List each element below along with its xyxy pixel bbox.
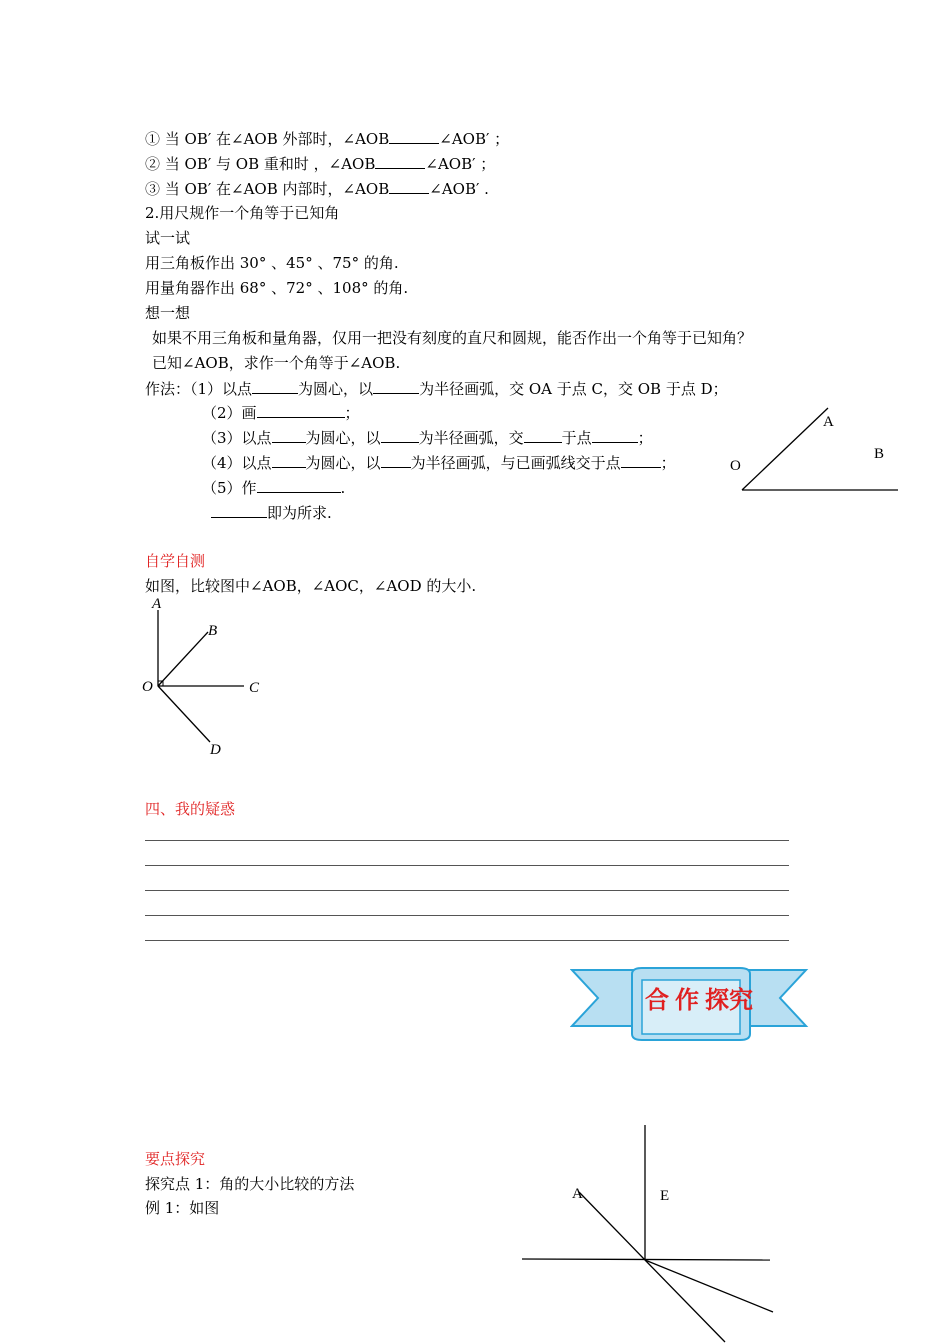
cooperation-banner [570,966,810,1042]
step3-b: 为圆心，以 [305,429,381,447]
label-d: D [210,742,221,758]
label-a: A [572,1186,583,1202]
ray-ob [158,632,208,686]
answer-blank[interactable] [381,452,411,468]
step-5 [202,477,345,498]
key-points-title: 要点探究 [145,1150,206,1168]
construct-heading: 2.用尺规作一个角等于已知角 [145,204,340,222]
try-line-1: 用三角板作出 30° 、45° 、75° 的角. [145,254,399,272]
answer-rule[interactable] [145,890,789,891]
angle-aob-figure [720,400,910,500]
answer-blank[interactable] [389,178,429,194]
answer-blank[interactable] [252,378,298,394]
example-1: 例 1：如图 [145,1199,220,1217]
think-question: 如果不用三角板和量角器，仅用一把没有刻度的直尺和圆规，能否作出一个角等于已知角？ [152,329,753,347]
case3-prefix: ③ 当 OB′ 在∠AOB 内部时，∠AOB [145,180,390,198]
ray-a [579,1192,645,1260]
step1-c: 为半径画弧，交 OA 于点 C，交 OB 于点 D； [419,380,728,398]
banner-ribbon-left [572,970,636,1026]
step2-b: ； [344,404,360,422]
answer-blank[interactable] [272,452,306,468]
answer-blank[interactable] [381,427,419,443]
label-o: O [730,458,741,474]
step3-e: ； [637,429,653,447]
ray-lower-shallow [645,1260,773,1312]
answer-blank[interactable] [592,427,638,443]
step-4 [202,452,676,473]
answer-blank[interactable] [524,427,562,443]
exploration-point-1: 探究点 1：角的大小比较的方法 [145,1175,355,1193]
example-figure [515,1120,785,1344]
step4-a: （4）以点 [202,454,272,472]
case1-prefix: ① 当 OB′ 在∠AOB 外部时，∠AOB [145,130,390,148]
step5-a: （5）作 [202,479,257,497]
step-3 [202,427,653,448]
answer-rule[interactable] [145,865,789,866]
case1-suffix: ∠AOB′ ； [439,130,510,148]
step2-a: （2）画 [202,404,257,422]
answer-blank[interactable] [375,153,425,169]
step-6 [211,502,332,523]
doubts-title: 四、我的疑惑 [145,800,236,818]
think-title: 想一想 [145,304,191,322]
answer-blank[interactable] [272,427,306,443]
ray-lower-steep [645,1260,725,1342]
step3-d: 于点 [561,429,592,447]
case2-suffix: ∠AOB′ ； [425,155,496,173]
step-2 [202,402,360,423]
step6-b: 即为所求. [267,504,332,522]
step-1 [145,378,728,399]
try-title: 试一试 [145,229,191,247]
step3-c: 为半径画弧，交 [418,429,524,447]
case-line-3 [145,178,489,199]
label-o: O [142,679,153,695]
step5-b: . [340,479,346,497]
ray-od [158,686,210,742]
step4-b: 为圆心，以 [305,454,381,472]
answer-blank[interactable] [211,502,267,518]
answer-rule[interactable] [145,840,789,841]
ray-oa [742,408,828,490]
given-statement: 已知∠AOB，求作一个角等于∠AOB. [152,354,401,372]
step3-a: （3）以点 [202,429,272,447]
answer-blank[interactable] [257,477,341,493]
step4-d: ； [660,454,676,472]
label-b: B [208,623,218,639]
answer-blank[interactable] [373,378,419,394]
step1-b: 为圆心，以 [298,380,374,398]
case-line-1 [145,128,509,149]
try-line-2: 用量角器作出 68° 、72° 、108° 的角. [145,279,409,297]
self-test-question: 如图，比较图中∠AOB，∠AOC，∠AOD 的大小. [145,577,477,595]
label-b: B [874,446,885,462]
step4-c: 为半径画弧，与已画弧线交于点 [410,454,621,472]
step1-a: 作法：（1）以点 [145,380,253,398]
answer-blank[interactable] [257,402,345,418]
label-c: C [249,680,260,696]
case3-suffix: ∠AOB′ . [429,180,489,198]
label-a: A [823,414,834,430]
label-a: A [152,596,162,612]
label-e: E [660,1188,670,1204]
case-line-2 [145,153,495,174]
answer-rule[interactable] [145,915,789,916]
answer-rule[interactable] [145,940,789,941]
banner-text: 合 作 探究 [645,988,753,1014]
answer-blank[interactable] [389,128,439,144]
self-test-figure [138,592,278,764]
answer-blank[interactable] [621,452,661,468]
case2-prefix: ② 当 OB′ 与 OB 重和时 ，∠AOB [145,155,376,173]
self-test-title: 自学自测 [145,552,206,570]
